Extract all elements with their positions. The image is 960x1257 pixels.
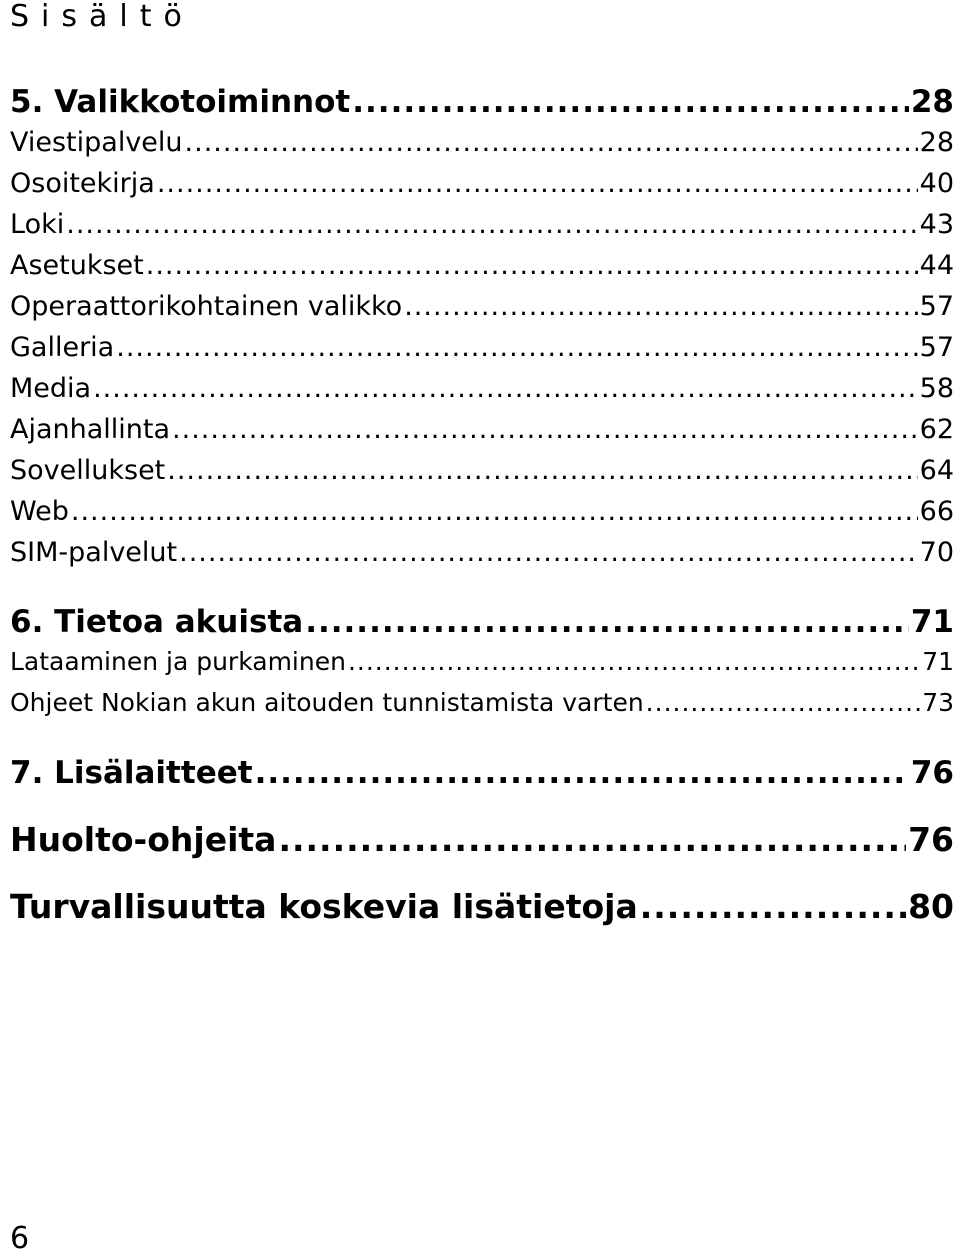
dot-leader [172, 414, 918, 446]
toc-entry-page: 66 [919, 496, 954, 527]
dot-leader [146, 250, 918, 282]
toc-entry-page: 73 [922, 688, 954, 717]
toc-entry-title: Loki [10, 209, 65, 240]
toc-entry-page: 28 [910, 84, 954, 120]
toc-entry[interactable] [10, 127, 954, 159]
toc-entry-page: 57 [919, 332, 954, 363]
dot-leader [278, 821, 906, 859]
toc-entry[interactable] [10, 821, 954, 859]
toc-entry[interactable] [10, 647, 954, 677]
dot-leader [646, 688, 921, 718]
toc-entry-title: Media [10, 373, 92, 404]
dot-leader [179, 537, 918, 569]
dot-leader [640, 888, 906, 926]
toc-entry-page: 62 [919, 414, 954, 445]
toc-entry-title: Osoitekirja [10, 168, 155, 199]
dot-leader [185, 127, 918, 159]
toc-entry[interactable] [10, 537, 954, 569]
toc-entry-title: Ajanhallinta [10, 414, 171, 445]
toc-entry-title: Turvallisuutta koskevia lisätietoja [10, 887, 638, 926]
toc-entry[interactable] [10, 496, 954, 528]
dot-leader [157, 168, 918, 200]
toc-entry-page: 58 [919, 373, 954, 404]
toc-heading: Sisältö [10, 0, 194, 34]
toc-entry-page: 76 [908, 820, 954, 859]
toc-entry[interactable] [10, 604, 954, 640]
toc-entry-page: 57 [919, 291, 954, 322]
toc-entry[interactable] [10, 414, 954, 446]
toc-entry-title: Galleria [10, 332, 115, 363]
toc-entry-page: 64 [919, 455, 954, 486]
toc-entry-page: 40 [919, 168, 954, 199]
toc-entry[interactable] [10, 455, 954, 487]
toc-entry[interactable] [10, 84, 954, 120]
toc-entry[interactable] [10, 688, 954, 718]
toc-entry-page: 43 [919, 209, 954, 240]
toc-entry-title: Web [10, 496, 69, 527]
dot-leader [255, 755, 909, 791]
toc-entry-page: 70 [919, 537, 954, 568]
page-number: 6 [10, 1221, 30, 1256]
dot-leader [93, 373, 918, 405]
toc-entry-title: 7. Lisälaitteet [10, 755, 253, 791]
toc-entry-title: Huolto-ohjeita [10, 820, 277, 859]
dot-leader [352, 84, 909, 120]
toc-entry-page: 71 [922, 647, 954, 676]
toc-entry[interactable] [10, 332, 954, 364]
toc-entry-title: Operaattorikohtainen valikko [10, 291, 403, 322]
toc-entry-title: 5. Valikkotoiminnot [10, 84, 351, 120]
dot-leader [305, 604, 909, 640]
toc-entry[interactable] [10, 888, 954, 926]
toc-entry-page: 80 [908, 887, 954, 926]
toc-entry-title: 6. Tietoa akuista [10, 604, 304, 640]
toc-entry-page: 44 [919, 250, 954, 281]
toc-entry[interactable] [10, 291, 954, 323]
dot-leader [116, 332, 917, 364]
dot-leader [167, 455, 917, 487]
toc-entry[interactable] [10, 168, 954, 200]
toc-entry-title: Ohjeet Nokian akun aitouden tunnistamista varten [10, 688, 644, 717]
toc-entry-title: Viestipalvelu [10, 127, 183, 158]
toc-entry-title: Lataaminen ja purkaminen [10, 647, 346, 676]
toc-entry-page: 28 [919, 127, 954, 158]
toc-entry-title: Sovellukset [10, 455, 166, 486]
toc-entry-title: SIM-palvelut [10, 537, 178, 568]
toc-entry[interactable] [10, 373, 954, 405]
dot-leader [71, 496, 918, 528]
dot-leader [404, 291, 917, 323]
dot-leader [66, 209, 917, 241]
dot-leader [348, 647, 920, 677]
toc-entry-title: Asetukset [10, 250, 144, 281]
toc-entry[interactable] [10, 209, 954, 241]
toc-entry[interactable] [10, 755, 954, 791]
toc-entry[interactable] [10, 250, 954, 282]
toc-entry-page: 76 [910, 755, 954, 791]
toc-entry-page: 71 [910, 604, 954, 640]
